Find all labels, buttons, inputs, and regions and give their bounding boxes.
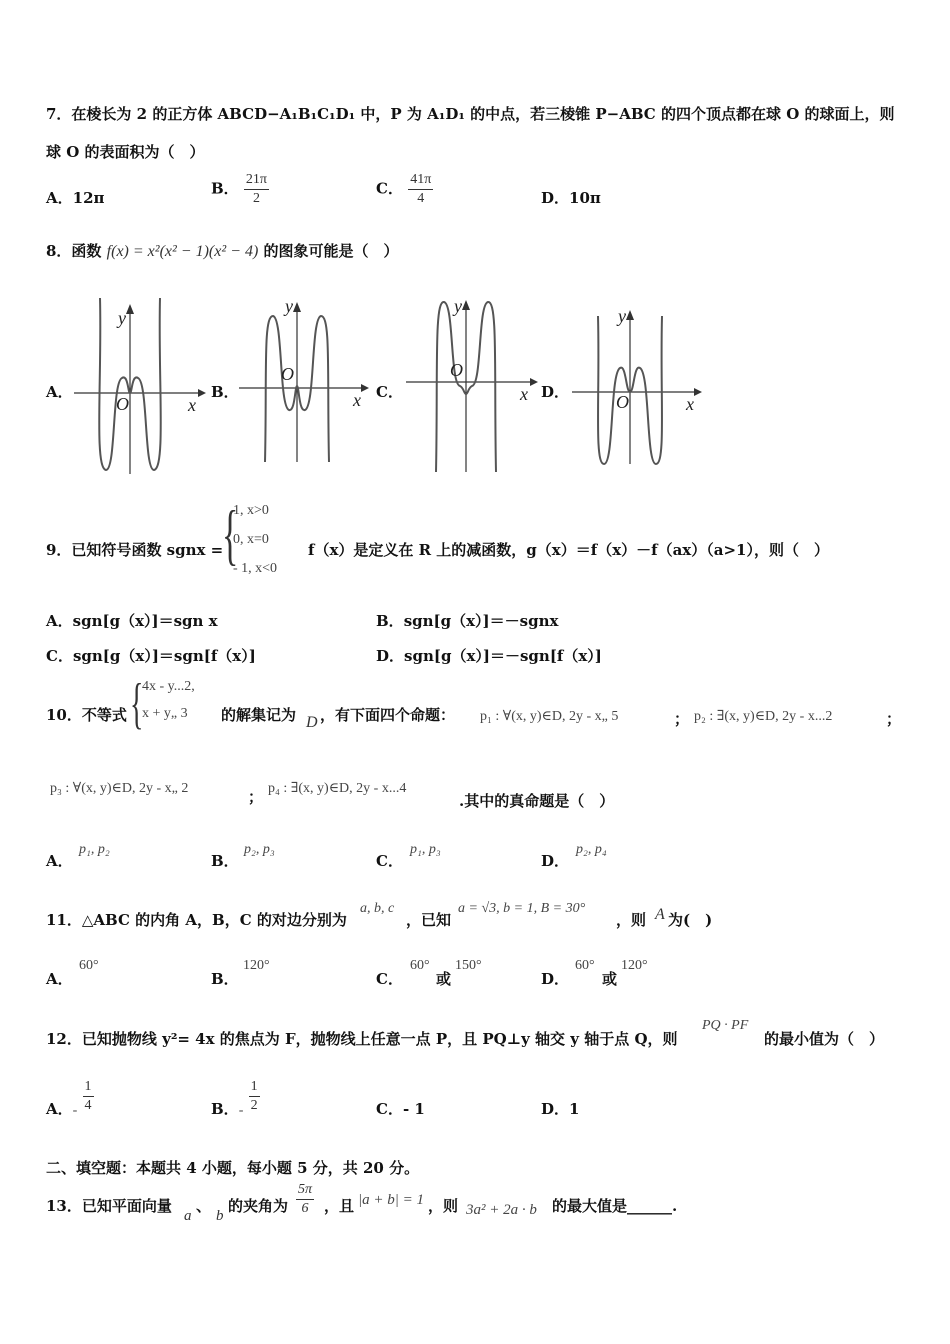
q10-p2: p₂ : ∃(x, y)∈D, 2y - x...2 [694,709,833,724]
q9-case-3: - 1, x<0 [233,561,278,576]
q13-vector-b: b [216,1208,224,1224]
origin-label: O [116,394,129,414]
x-label: x [353,390,361,410]
q10-sep1: ； [674,710,690,728]
q10-p1: p₁ : ∀(x, y)∈D, 2y - x„ 5 [480,709,619,724]
q8-graph-b[interactable] [237,296,371,466]
q7-option-c-fraction: $\frac{41\pi}{4}$ [410,172,432,206]
q7-option-b[interactable]: B． $\frac{21\pi}{2}$ [211,172,267,206]
q11-option-d-label[interactable]: D． [541,970,570,988]
q10-set: D [306,714,318,731]
q11-option-c-label[interactable]: C． [376,970,403,988]
q10-sep3: ； [248,788,264,806]
x-label: x [686,394,694,414]
q8-graph-d[interactable] [570,304,704,468]
q8-option-d-label[interactable]: D． [541,383,570,401]
q12-option-d[interactable]: D．1 [541,1100,580,1118]
q9-option-d[interactable]: D．sgn[g（x）]＝－sgn[f（x）] [376,647,602,665]
q11-mid2: ，则 [616,911,647,929]
q10-option-b-text: p₂, p₃ [244,842,275,857]
q11-option-a-label[interactable]: A． [46,970,73,988]
q11-var: A [655,906,665,923]
q13-mid: 的夹角为 [228,1197,289,1215]
q7-line1: 7．在棱长为 2 的正方体 ABCD−A₁B₁C₁D₁ 中，P 为 A₁D₁ 的中点，若三棱锥 P−ABC 的四个顶点都在球 O 的球面上，则 [46,105,895,123]
y-label: y [454,296,462,316]
q9-brace: { [222,496,239,572]
q8-stem: 8．函数 f(x) = x²(x² − 1)(x² − 4) 的图象可能是（ ） [46,242,399,260]
q11-prefix: 11．△ABC 的内角 A，B，C 的对边分别为 [46,911,347,929]
q11-mid: ，已知 [406,911,452,929]
q13-prefix: 13．已知平面向量 [46,1197,172,1215]
q10-option-a-label[interactable]: A． [46,852,73,870]
q10-option-d-label[interactable]: D． [541,852,570,870]
q9-case-1: 1, x>0 [233,503,269,518]
q10-system-1: 4x - y...2, [142,679,195,694]
q9-option-a[interactable]: A．sgn[g（x）]＝sgn x [46,612,218,630]
q10-prefix: 10．不等式 [46,706,127,724]
y-label: y [285,296,293,316]
q9-option-b[interactable]: B．sgn[g（x）]＝－sgnx [376,612,559,630]
q10-mid: 的解集记为 [221,706,297,724]
q12-option-b[interactable]: B．- $\frac{1}{2}$ [211,1078,258,1118]
q8-formula: f(x) = x²(x² − 1)(x² − 4) [106,243,259,260]
origin-label: O [616,392,629,412]
q12-option-a[interactable]: A．- $\frac{1}{4}$ [46,1078,92,1118]
q10-option-d-text: p₂, p₄ [576,842,607,857]
q8-graph-a[interactable] [72,298,208,478]
section2-heading: 二、填空题：本题共 4 小题，每小题 5 分，共 20 分。 [46,1159,420,1177]
q11-option-b-value: 120° [243,958,270,973]
q7-option-a-text: 12π [72,189,105,207]
q11-option-b-label[interactable]: B． [211,970,239,988]
q13-angle: $\frac{5\pi}{6}$ [298,1182,313,1216]
q11-sides: a, b, c [360,901,395,916]
q12-expr: PQ · PF [702,1018,749,1033]
q10-mid2: ，有下面四个命题： [320,706,456,724]
q10-tail: .其中的真命题是（ ） [459,792,615,810]
q10-option-c-text: p₁, p₃ [410,842,441,857]
q13-mid2: ，且 [324,1197,355,1215]
q10-sep2: ； [886,710,902,728]
q13-mid3: ，则 [428,1197,459,1215]
q11-option-d-or: 或 [602,970,618,988]
q12-option-c[interactable]: C．- 1 [376,1100,425,1118]
q10-p3: p₃ : ∀(x, y)∈D, 2y - x„ 2 [50,781,189,796]
q7-option-c[interactable]: C． $\frac{41\pi}{4}$ [376,172,432,206]
q8-option-a-label[interactable]: A． [46,383,73,401]
q10-p4: p₄ : ∃(x, y)∈D, 2y - x...4 [268,781,407,796]
q11-option-a-value: 60° [79,958,99,973]
q11-option-d-value-a: 60° [575,958,595,973]
q9-case-2: 0, x=0 [233,532,269,547]
q13-cond: |a + b| = 1 [358,1192,424,1208]
x-label: x [188,395,196,415]
q7-line2: 球 O 的表面积为（ ） [46,143,205,161]
q9-prefix: 9．已知符号函数 sgnx = [46,541,224,559]
q12-prefix: 12．已知抛物线 y²= 4x 的焦点为 F，抛物线上任意一点 P，且 PQ⊥y 轴交 y 轴于点 Q，则 [46,1030,678,1048]
q9-option-c[interactable]: C．sgn[g（x）]＝sgn[f（x）] [46,647,256,665]
q10-option-c-label[interactable]: C． [376,852,403,870]
q12-suffix: 的最小值为（ ） [764,1030,885,1048]
q7-option-d-text: 10π [569,189,601,207]
x-label: x [520,384,528,404]
q11-suffix: 为( ) [668,911,713,929]
q8-option-b-label[interactable]: B． [211,383,239,401]
q10-system-2: x + y„ 3 [142,706,188,721]
q13-vector-a: a [184,1208,192,1224]
q13-expr: 3a² + 2a · b [466,1202,537,1218]
q8-option-c-label[interactable]: C． [376,383,403,401]
q8-graph-c[interactable] [404,294,540,476]
origin-label: O [281,364,294,384]
q11-option-d-value-b: 120° [621,958,648,973]
q11-option-c-value-a: 60° [410,958,430,973]
q7-option-a[interactable]: A．12π [46,189,105,207]
q11-given: a = √3, b = 1, B = 30° [458,901,586,916]
q13-suffix[interactable]: 的最大值是______. [552,1197,678,1215]
q10-brace: { [130,673,144,735]
origin-label: O [450,360,463,380]
q9-suffix: f（x）是定义在 R 上的减函数，g（x）＝f（x）－f（ax）（a>1），则（ ） [308,541,829,559]
q13-sep: 、 [196,1197,212,1215]
q12-option-a-fraction: $\frac{1}{4}$ [84,1078,92,1113]
y-label: y [118,308,126,328]
q11-option-c-or: 或 [436,970,452,988]
q12-option-b-fraction: $\frac{1}{2}$ [250,1078,258,1113]
q10-option-a-text: p₁, p₂ [79,842,110,857]
q11-option-c-value-b: 150° [455,958,482,973]
y-label: y [618,306,626,326]
q10-option-b-label[interactable]: B． [211,852,239,870]
q7-option-b-fraction: $\frac{21\pi}{2}$ [245,172,267,206]
q7-option-d[interactable]: D．10π [541,189,601,207]
